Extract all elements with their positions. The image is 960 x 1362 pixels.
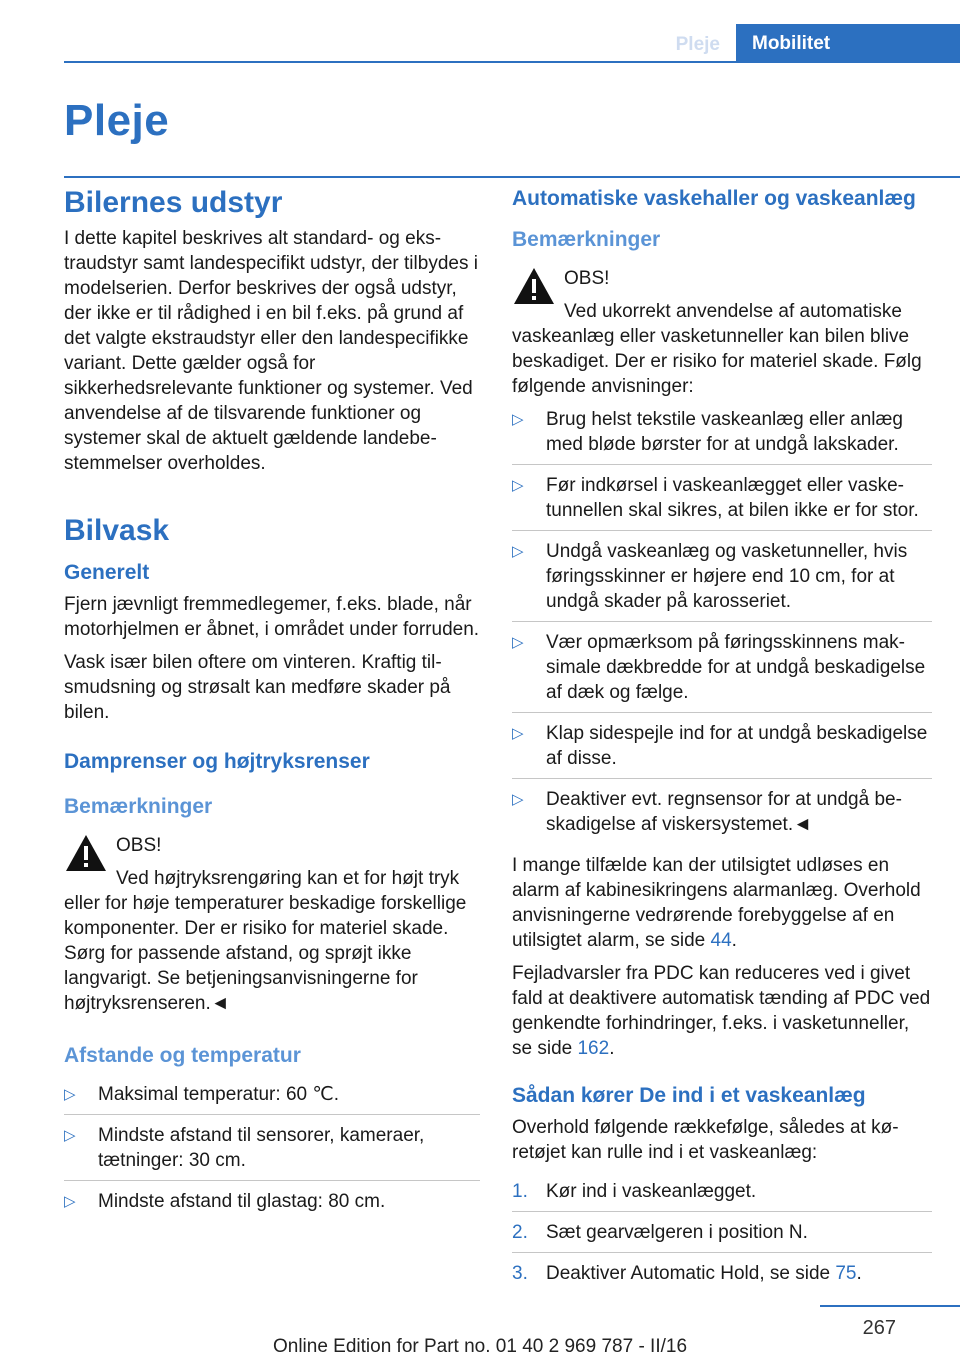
list-item: ▷ Klap sidespejle ind for at undgå beskadigelse af disse. xyxy=(512,721,932,779)
heading-bemaerkninger: Bemærkninger xyxy=(64,795,213,818)
subsection-title-generelt: Generelt xyxy=(64,561,150,584)
alarm-text: I mange tilfælde kan der utilsigtet udløses en alarm af kabinesikringens alarmanlæg. Overhold anvisningerne vedrørende forebyggelse af en utilsigtet alarm, se side 44. xyxy=(512,855,921,951)
warning-head: OBS! xyxy=(116,835,162,856)
tab-mobilitet[interactable]: Mobilitet xyxy=(736,24,960,63)
subsection-title-sadan: Sådan kører De ind i et vaskeanlæg xyxy=(512,1084,866,1107)
tab-pleje[interactable]: Pleje xyxy=(675,34,720,55)
bullet-icon: ▷ xyxy=(64,1086,76,1103)
list-item: 2. Sæt gearvælgeren i position N. xyxy=(512,1220,932,1253)
warning-text-rest: eller for høje temperaturer beskadige forskellige komponenter. Der er risiko for materiel skade. Sørg for passende afstand, og sprøjt ikke langvarigt. Se betjeningsanvisningerne for højtryksrenseren.◄ xyxy=(64,893,467,1014)
warning-icon xyxy=(64,833,108,873)
list-item: 1. Kør ind i vaskeanlægget. xyxy=(512,1179,932,1212)
list-item: ▷ Mindste afstand til sensorer, kameraer, tætninger: 30 cm. xyxy=(64,1123,480,1181)
generelt-text-1: Fjern jævnligt fremmedlegemer, f.eks. blade, når motorhjelmen er åbnet, i området under forruden. xyxy=(64,594,480,640)
sadan-text: Overhold følgende rækkefølge, således at køretøjet kan rulle ind i et vaskeanlæg: xyxy=(512,1117,899,1163)
subsection-title-automatiske: Automatiske vaskehaller og vaskeanlæg xyxy=(512,187,916,210)
step-number: 3. xyxy=(512,1263,528,1284)
step-number: 2. xyxy=(512,1222,528,1243)
list-item: 3. Deaktiver Automatic Hold, se side 75. xyxy=(512,1263,862,1284)
footer-text: Online Edition for Part no. 01 40 2 969 787 - II/16 xyxy=(272,1336,688,1357)
warning-text-rest: vaskeanlæg eller vasketunneller kan bilen blive beskadiget. Der er risiko for materiel skade. Følg følgende anvisninger: xyxy=(512,326,922,397)
bullet-icon: ▷ xyxy=(512,477,524,494)
right-column xyxy=(512,186,932,1302)
bullet-icon: ▷ xyxy=(64,1193,76,1210)
bullet-icon: ▷ xyxy=(512,634,524,651)
list-item: ▷ Undgå vaskeanlæg og vasketunneller, hvis føringsskinner er højere end 10 cm, for at undgå skader på karosseriet. xyxy=(512,539,932,622)
warning-icon xyxy=(512,266,556,306)
bullet-icon: ▷ xyxy=(64,1127,76,1144)
generelt-text-2: Vask især bilen oftere om vinteren. Kraftig tilsmudsning og strøsalt kan medføre skader på bilen. xyxy=(64,652,451,723)
bullet-icon: ▷ xyxy=(512,791,524,808)
page-number: 267 xyxy=(862,1317,896,1339)
subsection-title-damprenser: Damprenser og højtryksrenser xyxy=(64,750,370,773)
vaskeanlaeg-list xyxy=(512,407,932,845)
page-link-44[interactable]: 44 xyxy=(710,930,732,951)
left-column xyxy=(64,186,480,1230)
heading-afstande: Afstande og temperatur xyxy=(64,1044,301,1067)
bullet-icon: ▷ xyxy=(512,543,524,560)
warning-block-right xyxy=(512,266,932,399)
list-item: ▷ Mindste afstand til glastag: 80 cm. xyxy=(64,1191,386,1212)
page-link-162[interactable]: 162 xyxy=(577,1038,610,1059)
footer-rule xyxy=(820,1305,960,1307)
bullet-icon: ▷ xyxy=(512,725,524,742)
pdc-text: Fejladvarsler fra PDC kan reduceres ved i givet fald at deaktivere automatisk tænding af PDC ved genkendte forhindringer, f.eks. i vasketunneller, se side 162. xyxy=(512,963,931,1059)
title-rule xyxy=(64,176,960,178)
list-item: ▷ Før indkørsel i vaskeanlægget eller vasketunnellen skal sikres, at bilen ikke er for stor. xyxy=(512,473,932,531)
list-item: ▷ Vær opmærksom på føringsskinnens maksimale dækbredde for at undgå beskadigelse af dæk og fælge. xyxy=(512,630,932,713)
heading-bemaerkninger-right: Bemærkninger xyxy=(512,228,661,251)
step-number: 1. xyxy=(512,1181,528,1202)
udstyr-text: I dette kapitel beskrives alt standard- og ekstraudstyr samt landespecifikt udstyr, der tilbydes i modelserien. Derfor beskrives der også udstyr, der ikke er til rådighed i en bil f.eks. på grund af det valgte ekstraudstyr eller den landespecifikke variant. Dette gælder også for sikkerhedsrelevante funktioner og systemer. Ved anvendelse af de tilsvarende funktioner og systemer skal de aktuelt gældende landebestemmelser overholdes. xyxy=(64,228,478,474)
steps-list xyxy=(512,1179,932,1294)
section-title-bilvask: Bilvask xyxy=(64,514,170,547)
list-item: ▷ Brug helst tekstile vaskeanlæg eller anlæg med bløde børster for at undgå lakskader. xyxy=(512,407,932,465)
bullet-icon: ▷ xyxy=(512,411,524,428)
warning-block xyxy=(64,833,480,1016)
list-item: ▷ Maksimal temperatur: 60 ℃. xyxy=(64,1082,480,1115)
page-link-75[interactable]: 75 xyxy=(835,1263,857,1284)
list-item: ▷ Deaktiver evt. regnsensor for at undgå beskadigelse af viskersystemet.◄ xyxy=(512,789,902,835)
warning-head: OBS! xyxy=(564,268,610,289)
section-title-udstyr: Bilernes udstyr xyxy=(64,186,283,219)
page-title: Pleje xyxy=(64,96,170,145)
afstande-list xyxy=(64,1082,480,1222)
warning-text-first: Ved højtryksrengøring kan et for højt tryk xyxy=(116,868,460,889)
warning-text-first: Ved ukorrekt anvendelse af automatiske xyxy=(564,301,902,322)
